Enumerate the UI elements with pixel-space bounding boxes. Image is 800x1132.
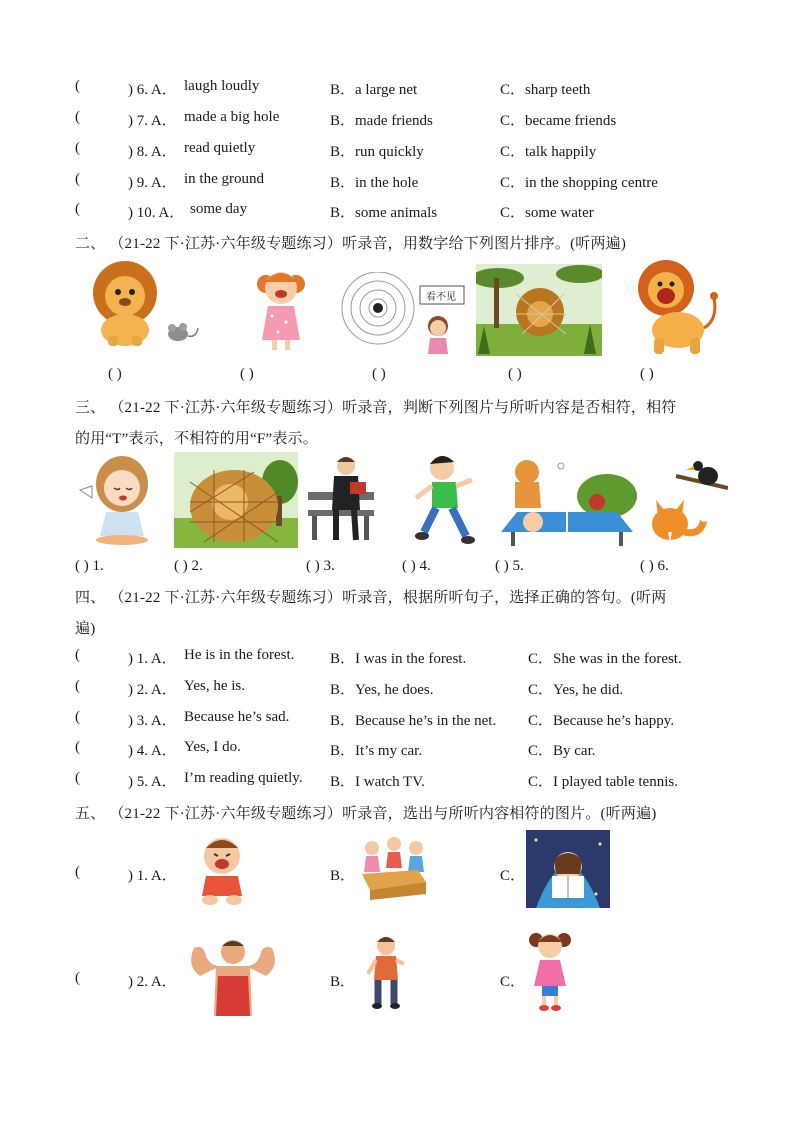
question-number: ) 7. A．: [128, 113, 177, 129]
section4-heading-line2: 遍): [75, 621, 96, 637]
option-b: B．I was in the forest.: [330, 651, 467, 667]
option-a: in the ground: [184, 171, 264, 187]
open-paren: (: [75, 970, 80, 986]
sign-text: 看不见: [426, 292, 456, 303]
question-number: ) 10. A．: [128, 205, 185, 221]
option-c-label: C．: [500, 974, 526, 990]
open-paren: (: [75, 739, 80, 755]
order-blank[interactable]: ( ): [372, 366, 386, 382]
open-paren: (: [75, 201, 80, 217]
question-row: [0, 201, 800, 223]
open-paren: (: [75, 171, 80, 187]
question-row: [0, 78, 800, 100]
option-c: C．Yes, he did.: [528, 682, 624, 698]
option-c: C．became friends: [500, 113, 617, 129]
option-a: Because he’s sad.: [184, 709, 290, 725]
roaring-lion-picture: [632, 256, 722, 356]
question-row: [0, 739, 800, 761]
option-a: some day: [190, 201, 248, 217]
tf-label[interactable]: ( ) 4.: [402, 558, 431, 574]
option-b: B．Yes, he does.: [330, 682, 434, 698]
option-b: B．It’s my car.: [330, 743, 423, 759]
question-row: [0, 770, 800, 792]
option-c: C．talk happily: [500, 144, 597, 160]
man-reading-on-bench-picture: [306, 452, 376, 548]
question-number: ) 8. A．: [128, 144, 177, 160]
option-a: made a big hole: [184, 109, 280, 125]
section5-heading: 五、 （21-22 下·江苏·六年级专题练习）听录音，选出与所听内容相符的图片。(听两遍): [75, 806, 657, 822]
option-b-label: B．: [330, 974, 356, 990]
option-a: I’m reading quietly.: [184, 770, 303, 786]
option-c: C．some water: [500, 205, 594, 221]
question-row: [0, 140, 800, 162]
question-row: [0, 709, 800, 731]
question-number: ) 6. A．: [128, 82, 177, 98]
question-number: ) 5. A．: [128, 774, 177, 790]
tf-label[interactable]: ( ) 6.: [640, 558, 669, 574]
open-paren: (: [75, 709, 80, 725]
reading-under-blanket-picture: [526, 830, 610, 908]
tf-label[interactable]: ( ) 3.: [306, 558, 335, 574]
option-c: C．in the shopping centre: [500, 175, 658, 191]
tf-label[interactable]: ( ) 5.: [495, 558, 524, 574]
option-b: B．in the hole: [330, 175, 419, 191]
question-number: ) 4. A．: [128, 743, 177, 759]
running-boy-picture: [410, 452, 480, 548]
laughing-girl-picture: [246, 262, 316, 354]
option-c: C．I played table tennis.: [528, 774, 678, 790]
option-b: B．a large net: [330, 82, 418, 98]
question-row: [0, 678, 800, 700]
section3-heading-line2: 的用“T”表示，不相符的用“F”表示。: [75, 431, 318, 447]
option-c: C．Because he’s happy.: [528, 713, 675, 729]
open-paren: (: [75, 78, 80, 94]
strong-man-picture: [180, 936, 286, 1016]
option-a: laugh loudly: [184, 78, 260, 94]
open-paren: (: [75, 770, 80, 786]
lion-in-net-picture: [174, 452, 298, 548]
question-row: [0, 109, 800, 131]
option-c-label: C．: [500, 868, 526, 884]
option-b: B．Because he’s in the net.: [330, 713, 497, 729]
option-b: B．run quickly: [330, 144, 424, 160]
option-a: He is in the forest.: [184, 647, 295, 663]
option-a: Yes, I do.: [184, 739, 241, 755]
section4-heading-line1: 四、 （21-22 下·江苏·六年级专题练习）听录音，根据所听句子，选择正确的答句。(听两: [75, 590, 667, 606]
question-row: [0, 647, 800, 669]
option-c: C．She was in the forest.: [528, 651, 682, 667]
open-paren: (: [75, 864, 80, 880]
order-blank[interactable]: ( ): [508, 366, 522, 382]
order-blank[interactable]: ( ): [108, 366, 122, 382]
open-paren: (: [75, 647, 80, 663]
question-number: ) 2. A．: [128, 682, 177, 698]
open-paren: (: [75, 678, 80, 694]
order-blank[interactable]: ( ): [240, 366, 254, 382]
question-number: ) 2. A．: [128, 974, 177, 990]
question-number: ) 1. A．: [128, 868, 177, 884]
question-number: ) 1. A．: [128, 651, 177, 667]
question-number: ) 3. A．: [128, 713, 177, 729]
option-c: C．By car.: [528, 743, 596, 759]
boy-standing-picture: [364, 934, 408, 1010]
girl-standing-picture: [524, 928, 576, 1012]
friends-at-table-picture: [358, 836, 430, 902]
order-blank[interactable]: ( ): [640, 366, 654, 382]
table-tennis-animals-picture: [497, 452, 637, 548]
crying-girl-picture: [78, 452, 158, 548]
tf-label[interactable]: ( ) 1.: [75, 558, 104, 574]
option-b: B．some animals: [330, 205, 438, 221]
lion-and-mouse-picture: [80, 258, 200, 348]
open-paren: (: [75, 140, 80, 156]
section2-heading: 二、 （21-22 下·江苏·六年级专题练习）听录音，用数字给下列图片排序。(听两遍): [75, 236, 627, 252]
lion-in-net-scene-picture: [476, 264, 602, 356]
option-b: B．I watch TV.: [330, 774, 425, 790]
option-b: B．made friends: [330, 113, 433, 129]
tf-label[interactable]: ( ) 2.: [174, 558, 203, 574]
question-row: [0, 171, 800, 193]
fox-and-crow-picture: [646, 452, 728, 548]
section3-heading-line1: 三、 （21-22 下·江苏·六年级专题练习）听录音，判断下列图片与所听内容是否相符，相符: [75, 400, 677, 416]
crying-baby-picture: [192, 834, 252, 906]
option-a: Yes, he is.: [184, 678, 245, 694]
option-c: C．sharp teeth: [500, 82, 591, 98]
option-a: read quietly: [184, 140, 256, 156]
option-b-label: B．: [330, 868, 356, 884]
cannot-see-picture: [338, 272, 468, 357]
open-paren: (: [75, 109, 80, 125]
question-number: ) 9. A．: [128, 175, 177, 191]
